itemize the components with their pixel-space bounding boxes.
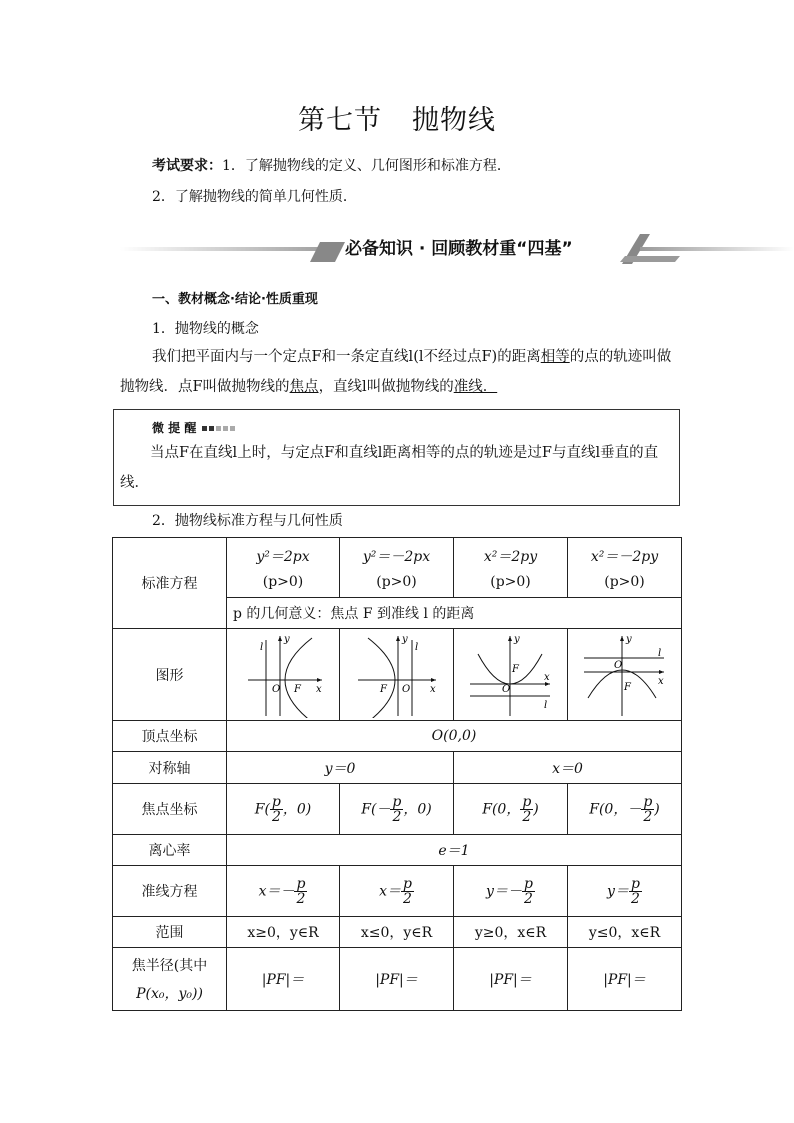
table-cell: |PF|＝ — [568, 948, 682, 1011]
title-section-number: 第七节 — [298, 105, 382, 136]
table-row — [113, 721, 682, 752]
table-cell: x²＝2py (p>0) — [454, 538, 568, 598]
table-cell: F(－ $\frac{p}{2}$ ，0) — [340, 784, 454, 835]
requirements-label: 考试要求： — [152, 158, 222, 174]
row-header: 顶点坐标 — [113, 721, 227, 752]
table-cell: F(0， $\frac{p}{2}$ ) — [454, 784, 568, 835]
table-cell: y²＝－2px (p>0) — [340, 538, 454, 598]
exam-requirements — [152, 155, 511, 175]
table-row — [113, 835, 682, 866]
row-header: 准线方程 — [113, 866, 227, 917]
table-cell: p 的几何意义：焦点 F 到准线 l 的距离 — [227, 598, 682, 629]
subsection-heading-2: 2．抛物线标准方程与几何性质 — [152, 513, 343, 529]
graph-down-parabola — [580, 632, 670, 718]
table-row — [113, 784, 682, 835]
page-title — [0, 98, 794, 137]
table-row — [113, 629, 682, 721]
tip-body: 当点F在直线l上时，与定点F和直线l距离相等的点的轨迹是过F与直线l垂直的直线． — [120, 445, 659, 491]
table-cell: x＝ $\frac{p}{2}$ — [340, 866, 454, 917]
svg-text:l: l — [657, 647, 661, 659]
graph-right-parabola — [238, 632, 328, 718]
table-row — [113, 866, 682, 917]
table-row — [113, 752, 682, 784]
table-cell: |PF|＝ — [227, 948, 340, 1011]
svg-text:F: F — [623, 681, 631, 693]
svg-text:y: y — [625, 633, 632, 645]
svg-text:x: x — [543, 671, 550, 683]
table-cell: y≥0，x∈R — [454, 917, 568, 948]
table-cell: x≤0，y∈R — [340, 917, 454, 948]
row-header: 焦半径(其中 P(x₀，y₀)) — [113, 948, 227, 1011]
row-header: 图形 — [113, 629, 227, 721]
svg-text:F: F — [294, 683, 301, 695]
svg-text:l: l — [260, 641, 264, 653]
svg-text:O: O — [501, 683, 510, 695]
underlined-term: 相等 — [540, 349, 570, 365]
row-header: 标准方程 — [113, 538, 227, 629]
tip-dots-icon — [202, 421, 237, 435]
svg-text:x: x — [316, 683, 322, 695]
row-header: 离心率 — [113, 835, 227, 866]
svg-text:l: l — [414, 641, 418, 653]
svg-text:l: l — [543, 699, 547, 711]
table-cell: y＝ $\frac{p}{2}$ — [568, 866, 682, 917]
banner-title: 必备知识 · 回顾教材重“四基” — [345, 239, 573, 259]
tip-title: 微 提 醒 — [152, 419, 237, 436]
concept-paragraph: 我们把平面内与一个定点F和一条定直线l(l不经过点F)的距离相等的点的轨迹叫做抛物线．点F叫做抛物线的焦点，直线l叫做抛物线的准线． — [120, 349, 672, 395]
table-cell: y＝0 — [227, 752, 454, 784]
row-header: 范围 — [113, 917, 227, 948]
parabola-properties-table — [112, 537, 682, 1011]
svg-text:y: y — [284, 633, 290, 645]
table-cell: y≤0，x∈R — [568, 917, 682, 948]
svg-text:x: x — [429, 683, 436, 695]
table-cell — [568, 629, 682, 721]
table-row — [113, 538, 682, 598]
row-header: 焦点坐标 — [113, 784, 227, 835]
table-cell: x＝0 — [454, 752, 682, 784]
svg-text:F: F — [379, 683, 387, 695]
requirement-item-2: 2．了解抛物线的简单几何性质． — [152, 189, 357, 205]
underlined-term: 焦点 — [289, 379, 319, 395]
table-cell: O(0,0) — [227, 721, 682, 752]
table-cell — [340, 629, 454, 721]
svg-text:y: y — [401, 633, 408, 645]
table-cell: y＝－ $\frac{p}{2}$ — [454, 866, 568, 917]
title-topic: 抛物线 — [412, 105, 496, 136]
row-header: 对称轴 — [113, 752, 227, 784]
table-cell: F( $\frac{p}{2}$ ，0) — [227, 784, 340, 835]
table-cell: y²＝2px (p>0) — [227, 538, 340, 598]
table-cell: |PF|＝ — [340, 948, 454, 1011]
svg-text:x: x — [657, 675, 664, 687]
svg-text:F: F — [511, 663, 519, 675]
svg-text:y: y — [513, 633, 520, 645]
svg-text:O: O — [272, 683, 281, 695]
section-heading: 一、教材概念·结论·性质重现 — [152, 292, 318, 307]
requirement-item-1: 1．了解抛物线的定义、几何图形和标准方程． — [222, 158, 511, 174]
table-row — [113, 948, 682, 1011]
subsection-heading: 1．抛物线的概念 — [152, 321, 259, 337]
svg-text:O: O — [613, 659, 622, 671]
graph-left-parabola — [352, 632, 442, 718]
table-cell: x≥0，y∈R — [227, 917, 340, 948]
table-cell: e＝1 — [227, 835, 682, 866]
table-cell: |PF|＝ — [454, 948, 568, 1011]
svg-text:O: O — [401, 683, 410, 695]
table-cell: x²＝－2py (p>0) — [568, 538, 682, 598]
table-cell — [227, 629, 340, 721]
underlined-term: 准线． — [453, 379, 498, 395]
graph-up-parabola — [466, 632, 556, 718]
table-cell — [454, 629, 568, 721]
table-row — [113, 917, 682, 948]
table-cell: F(0，－ $\frac{p}{2}$ ) — [568, 784, 682, 835]
table-cell: x＝－ $\frac{p}{2}$ — [227, 866, 340, 917]
